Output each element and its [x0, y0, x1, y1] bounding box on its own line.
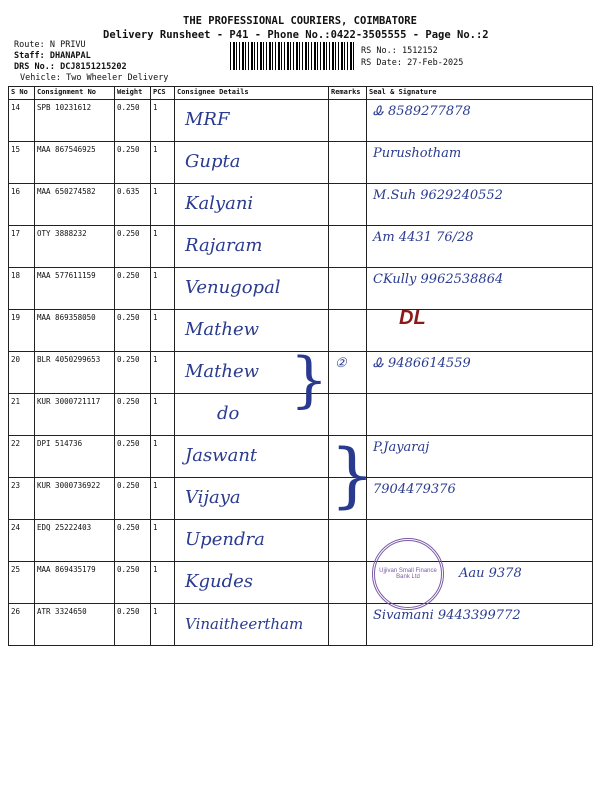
handwritten-consignee: Upendra: [185, 529, 265, 550]
cell-consignee: [175, 184, 329, 226]
cell-consignment: OTY 3888232: [35, 226, 115, 268]
cell-sno: 25: [9, 562, 35, 604]
drs-label: DRS No.:: [14, 62, 55, 72]
cell-signature: [367, 394, 593, 436]
cell-remarks: [329, 100, 367, 142]
table-row: [9, 226, 593, 268]
cell-consignment: MAA 867546925: [35, 142, 115, 184]
handwritten-signature: Ꮂ 9486614559: [373, 356, 471, 371]
handwritten-consignee: Venugopal: [185, 277, 281, 298]
cell-sno: 15: [9, 142, 35, 184]
cell-remarks: [329, 268, 367, 310]
cell-sno: 22: [9, 436, 35, 478]
cell-consignee: [175, 142, 329, 184]
cell-remarks: [329, 142, 367, 184]
staff-value: DHANAPAL: [49, 51, 91, 61]
handwritten-signature: [369, 395, 590, 399]
handwritten-consignee: Vinaitheertham: [185, 615, 304, 633]
col-header-remarks: Remarks: [329, 87, 367, 100]
cell-sno: 26: [9, 604, 35, 646]
cell-consignment: SPB 10231612: [35, 100, 115, 142]
handwritten-signature: Ꮂ 8589277878: [373, 104, 471, 119]
cell-consignee: [175, 226, 329, 268]
cell-consignee: [175, 268, 329, 310]
cell-weight: 0.635: [115, 184, 151, 226]
table-row: [9, 478, 593, 520]
cell-consignment: EDQ 25222403: [35, 520, 115, 562]
stamp-text: Ujjivan Small Finance Bank Ltd: [379, 568, 437, 580]
runsheet-title: Delivery Runsheet - P41 - Phone No.:0422-3505555 - Page No.:2: [103, 29, 489, 41]
handwritten-signature: Purushotham: [373, 146, 462, 161]
handwritten-signature: Sivamani 9443399772: [373, 608, 521, 623]
cell-weight: 0.250: [115, 520, 151, 562]
col-header-signature: Seal & Signature: [367, 87, 593, 100]
table-row: [9, 268, 593, 310]
cell-sno: 19: [9, 310, 35, 352]
col-header-consignee: Consignee Details: [175, 87, 329, 100]
drs-line: [14, 62, 127, 72]
cell-consignee: [175, 436, 329, 478]
bank-seal-stamp: [372, 538, 444, 610]
cell-signature: [367, 310, 593, 352]
route-value: N PRIVU: [49, 40, 86, 50]
table-header-row: [9, 87, 593, 100]
table-row: [9, 142, 593, 184]
handwritten-consignee: MRF: [185, 109, 230, 130]
handwritten-consignee: Kgudes: [185, 571, 253, 592]
cell-sno: 24: [9, 520, 35, 562]
cell-signature: [367, 184, 593, 226]
cell-signature: [367, 100, 593, 142]
cell-consignment: KUR 3000721117: [35, 394, 115, 436]
rs-date-value: 27-Feb-2025: [407, 58, 464, 68]
cell-weight: 0.250: [115, 100, 151, 142]
drs-value: DCJ8151215202: [60, 62, 127, 72]
cell-sno: 17: [9, 226, 35, 268]
cell-consignment: BLR 4050299653: [35, 352, 115, 394]
handwritten-signature: P.Jayaraj: [373, 440, 430, 455]
cell-pcs: 1: [151, 604, 175, 646]
cell-weight: 0.250: [115, 562, 151, 604]
vehicle-line: [20, 73, 168, 83]
cell-consignment: MAA 650274582: [35, 184, 115, 226]
rs-no-label: RS No.:: [361, 46, 397, 56]
cell-weight: 0.250: [115, 604, 151, 646]
handwritten-consignee: Jaswant: [185, 445, 258, 466]
table-row: [9, 520, 593, 562]
cell-signature: [367, 142, 593, 184]
cell-remarks: [329, 184, 367, 226]
cell-remarks: [329, 352, 367, 394]
rs-date-label: RS Date:: [361, 58, 402, 68]
cell-remarks: [329, 520, 367, 562]
cell-remarks: [329, 604, 367, 646]
handwritten-signature: M.Suh 9629240552: [373, 188, 503, 203]
col-header-consignment: Consignment No: [35, 87, 115, 100]
cell-pcs: 1: [151, 226, 175, 268]
cell-weight: 0.250: [115, 142, 151, 184]
cell-pcs: 1: [151, 268, 175, 310]
cell-pcs: 1: [151, 142, 175, 184]
staff-label: Staff:: [14, 51, 45, 61]
handwritten-signature: Aau 9378: [459, 566, 522, 581]
cell-pcs: 1: [151, 184, 175, 226]
cell-sno: 23: [9, 478, 35, 520]
cell-sno: 18: [9, 268, 35, 310]
handwritten-consignee: Vijaya: [185, 487, 241, 508]
cell-weight: 0.250: [115, 436, 151, 478]
cell-signature: [367, 478, 593, 520]
col-header-pcs: PCS: [151, 87, 175, 100]
handwritten-consignee: Rajaram: [185, 235, 263, 256]
cell-pcs: 1: [151, 562, 175, 604]
rs-date-line: [361, 58, 463, 68]
staff-line: [14, 51, 91, 61]
vehicle-label: Vehicle:: [20, 73, 61, 83]
cell-consignee: [175, 478, 329, 520]
route-line: [14, 40, 86, 50]
handwritten-consignee: do: [217, 403, 240, 424]
cell-consignment: MAA 869435179: [35, 562, 115, 604]
table-row: [9, 100, 593, 142]
cell-pcs: 1: [151, 394, 175, 436]
cell-sno: 21: [9, 394, 35, 436]
col-header-weight: Weight: [115, 87, 151, 100]
cell-signature: [367, 268, 593, 310]
cell-pcs: 1: [151, 310, 175, 352]
handwritten-consignee: Mathew: [185, 319, 260, 340]
handwritten-signature: CKully 9962538864: [373, 272, 504, 287]
company-title: THE PROFESSIONAL COURIERS, COIMBATORE: [183, 15, 417, 27]
cell-remarks: [329, 394, 367, 436]
route-label: Route:: [14, 40, 45, 50]
handwritten-brace-mark: }: [330, 434, 375, 516]
handwritten-signature: DL: [399, 309, 426, 329]
cell-consignment: MAA 577611159: [35, 268, 115, 310]
cell-signature: [367, 226, 593, 268]
handwritten-consignee: Gupta: [185, 151, 241, 172]
table-row: [9, 436, 593, 478]
cell-signature: [367, 352, 593, 394]
cell-consignment: MAA 869358050: [35, 310, 115, 352]
rs-no-line: [361, 46, 438, 56]
cell-remarks: [329, 226, 367, 268]
handwritten-consignee: Mathew: [185, 361, 260, 382]
cell-sno: 20: [9, 352, 35, 394]
cell-pcs: 1: [151, 478, 175, 520]
cell-pcs: 1: [151, 100, 175, 142]
cell-consignee: [175, 520, 329, 562]
handwritten-brace-mark: }: [290, 345, 329, 415]
cell-weight: 0.250: [115, 226, 151, 268]
cell-weight: 0.250: [115, 394, 151, 436]
cell-signature: [367, 604, 593, 646]
cell-sno: 16: [9, 184, 35, 226]
col-header-sno: S No: [9, 87, 35, 100]
cell-consignee: [175, 562, 329, 604]
cell-remarks: [329, 562, 367, 604]
handwritten-consignee: Kalyani: [185, 193, 254, 214]
cell-consignment: DPI 514736: [35, 436, 115, 478]
table-row: [9, 562, 593, 604]
handwritten-signature: 7904479376: [373, 482, 456, 497]
cell-consignee: [175, 100, 329, 142]
cell-remarks: [329, 310, 367, 352]
cell-consignment: KUR 3000736922: [35, 478, 115, 520]
vehicle-value: Two Wheeler Delivery: [66, 73, 169, 83]
rs-no-value: 1512152: [401, 46, 438, 56]
cell-pcs: 1: [151, 436, 175, 478]
cell-weight: 0.250: [115, 310, 151, 352]
cell-consignment: ATR 3324650: [35, 604, 115, 646]
cell-weight: 0.250: [115, 352, 151, 394]
cell-signature: [367, 436, 593, 478]
cell-pcs: 1: [151, 352, 175, 394]
cell-weight: 0.250: [115, 478, 151, 520]
handwritten-signature: Am 4431 76/28: [373, 230, 474, 245]
cell-pcs: 1: [151, 520, 175, 562]
handwritten-signature: [369, 521, 590, 525]
table-row: [9, 604, 593, 646]
barcode: [230, 42, 356, 70]
table-row: [9, 184, 593, 226]
cell-weight: 0.250: [115, 268, 151, 310]
cell-consignee: [175, 604, 329, 646]
cell-sno: 14: [9, 100, 35, 142]
handwritten-remark: ②: [335, 356, 347, 371]
